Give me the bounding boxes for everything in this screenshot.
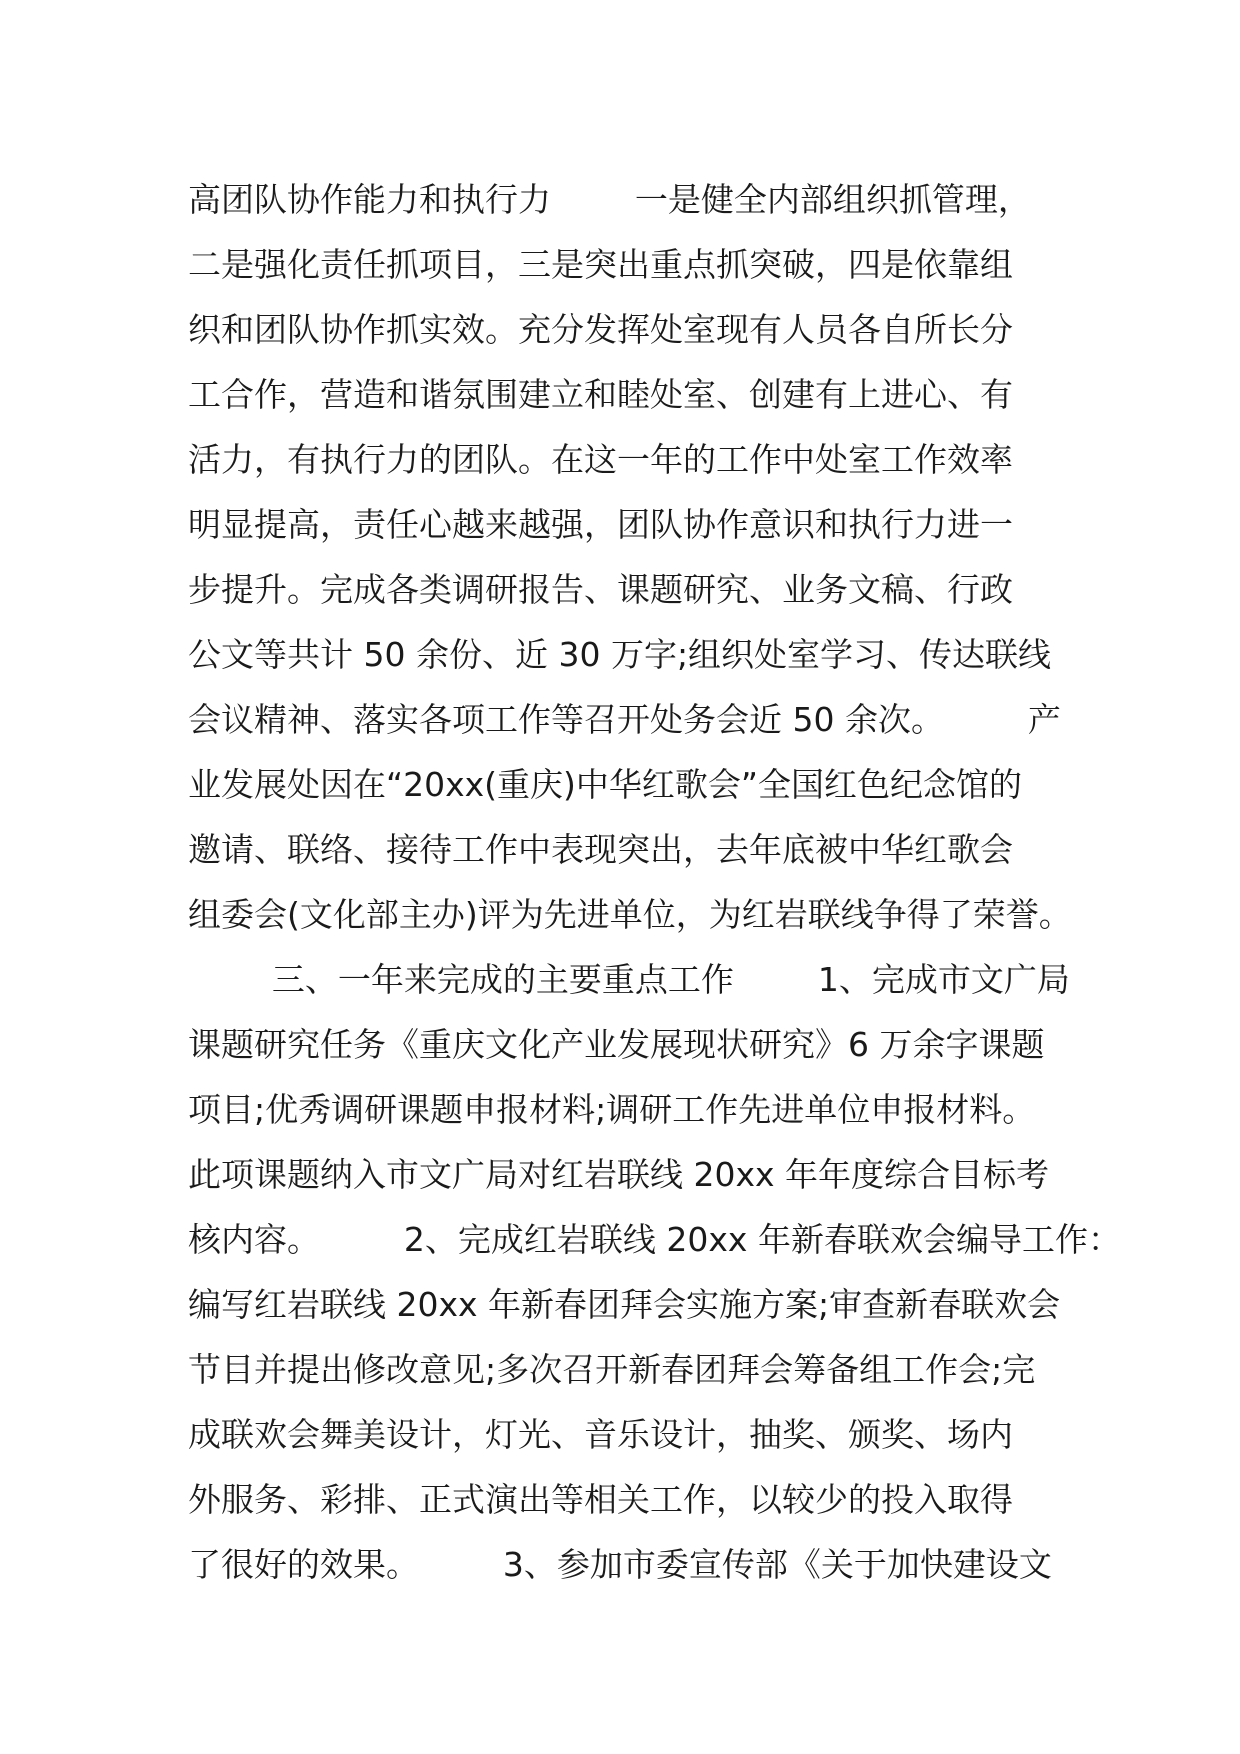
- text-line: 课题研究任务《重庆文化产业发展现状研究》6 万余字课题: [188, 1025, 1045, 1064]
- text-line: 二是强化责任抓项目，三是突出重点抓突破，四是依靠组: [188, 245, 1013, 284]
- text-line: 织和团队协作抓实效。充分发挥处室现有人员各自所长分: [188, 310, 1013, 349]
- text-line: 明显提高，责任心越来越强，团队协作意识和执行力进一: [188, 505, 1013, 544]
- text-line: 项目;优秀调研课题申报材料;调研工作先进单位申报材料。: [188, 1090, 1036, 1129]
- text-line: 此项课题纳入市文广局对红岩联线 20xx 年年度综合目标考: [188, 1155, 1050, 1194]
- body-text: [188, 167, 1121, 1597]
- text-line: 会议精神、落实各项工作等召开处务会近 50 余次。 产: [188, 700, 1061, 739]
- text-line: 三、一年来完成的主要重点工作 1、完成市文广局: [188, 960, 1070, 999]
- text-line: 业发展处因在“20xx(重庆)中华红歌会”全国红色纪念馆的: [188, 765, 1022, 804]
- text-line: 步提升。完成各类调研报告、课题研究、业务文稿、行政: [188, 570, 1013, 609]
- text-line: 成联欢会舞美设计，灯光、音乐设计，抽奖、颁奖、场内: [188, 1415, 1013, 1454]
- text-line: 了很好的效果。 3、参加市委宣传部《关于加快建设文: [188, 1545, 1052, 1584]
- text-line: 编写红岩联线 20xx 年新春团拜会实施方案;审查新春联欢会: [188, 1285, 1061, 1324]
- text-line: 邀请、联络、接待工作中表现突出，去年底被中华红歌会: [188, 830, 1013, 869]
- text-line: 外服务、彩排、正式演出等相关工作，以较少的投入取得: [188, 1480, 1013, 1519]
- text-line: 组委会(文化部主办)评为先进单位，为红岩联线争得了荣誉。: [188, 895, 1072, 934]
- text-line: 高团队协作能力和执行力 一是健全内部组织抓管理，: [188, 180, 1031, 219]
- text-line: 节目并提出修改意见;多次召开新春团拜会筹备组工作会;完: [188, 1350, 1036, 1389]
- text-line: 工合作，营造和谐氛围建立和睦处室、创建有上进心、有: [188, 375, 1013, 414]
- text-line: 核内容。 2、完成红岩联线 20xx 年新春联欢会编导工作：: [188, 1220, 1121, 1259]
- text-line: 公文等共计 50 余份、近 30 万字;组织处室学习、传达联线: [188, 635, 1052, 674]
- text-line: 活力，有执行力的团队。在这一年的工作中处室工作效率: [188, 440, 1013, 479]
